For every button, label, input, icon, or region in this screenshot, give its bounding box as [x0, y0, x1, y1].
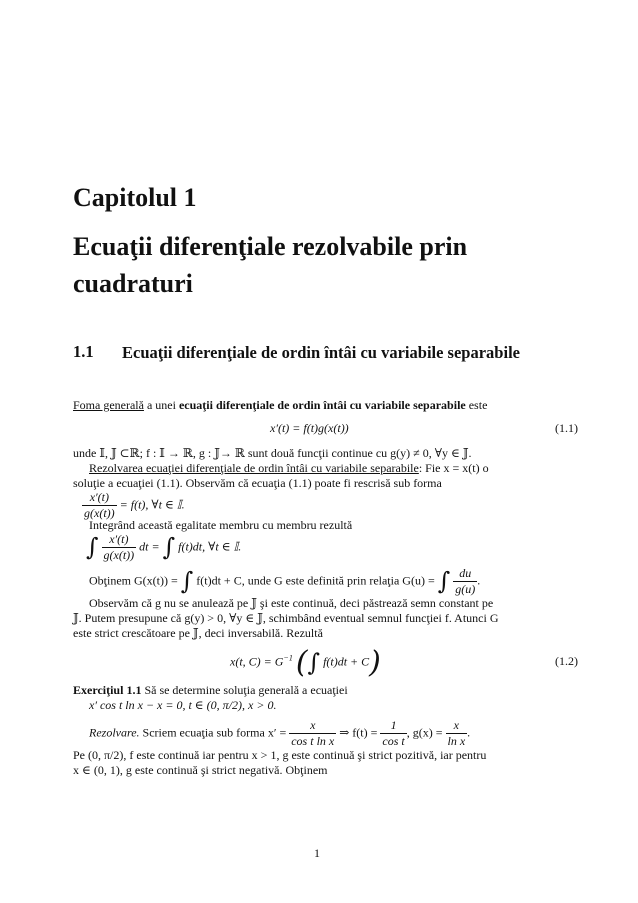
- section-number: 1.1: [73, 342, 94, 361]
- obtinem-denominator: g(u): [455, 582, 476, 596]
- line-solutie: soluţie a ecuaţiei (1.1). Observăm că ecuaţia (1.1) poate fi rescrisă sub forma: [73, 476, 442, 490]
- definition-lead: Foma generală: [73, 398, 144, 412]
- integral-sign: ∫: [437, 567, 451, 595]
- fraction-denominator: g(x(t)): [84, 506, 115, 520]
- exercise-text: Să se determine soluţia generală a ecuaţiei: [141, 683, 348, 697]
- definition-tail: este: [465, 398, 488, 412]
- integral-fraction: [102, 532, 137, 563]
- integral-sign: ∫: [162, 533, 176, 561]
- definition-term: ecuaţii diferenţiale de ordin întâi cu variabile separabile: [178, 398, 466, 412]
- integral-mid: dt =: [139, 539, 160, 554]
- obtinem-mid: f(t)dt + C, unde G este definită prin relaţia G(u) =: [196, 573, 435, 588]
- right-paren: ): [369, 645, 381, 680]
- line-unde: unde 𝕀, 𝕁 ⊂ℝ; f : 𝕀 → ℝ, g : 𝕁→ ℝ sunt două funcţii continue cu g(y) ≠ 0, ∀y ∈ 𝕁.: [73, 446, 472, 460]
- rezolvare-exercise-line: Rezolvare. Scriem ecuaţia sub forma x′ = $\frac{x}{\text{cos t ln x}}$ ⇒ f(t) = $\frac{1}{\text{cos t}}$ , g(x) = $\frac{x}{\text{ln x}}$ .: [89, 718, 471, 748]
- rezolvare-tail: : Fie x = x(t) o: [418, 461, 489, 475]
- paragraph-line: 𝕁. Putem presupune că g(y) > 0, ∀y ∈ 𝕁, schimbând eventual semnul funcţiei f. Atunci G: [73, 611, 499, 625]
- integral-sign: ∫: [180, 567, 194, 595]
- rez-fraction-2: $\frac{1}{\text{cos t}}$: [382, 718, 405, 748]
- rezolvare-pre: Scriem ecuaţia sub forma x′ =: [139, 725, 287, 740]
- eq2-lhs: x(t, C) = G: [230, 654, 284, 669]
- eq2-superscript: −1: [283, 653, 293, 663]
- fraction-equation: [82, 490, 185, 521]
- rez-mid-2: , g(x) =: [406, 725, 443, 740]
- integral-sign: ∫: [86, 533, 99, 561]
- rezolvare-line: [89, 461, 489, 476]
- eq2-inner: f(t)dt + C: [323, 654, 370, 669]
- obtinem-pre: Obţinem G(x(t)) =: [89, 573, 178, 588]
- final-line: x ∈ (0, 1), g este continuă şi strict negativă. Obţinem: [73, 763, 328, 777]
- rezolvare-label: Rezolvare.: [89, 725, 140, 740]
- equation-number-1-1: (1.1): [555, 421, 578, 435]
- page-title: Ecuaţii diferenţiale rezolvabile prin cuadraturi: [73, 232, 468, 298]
- rez-fraction-1: $\frac{x}{\text{cos t ln x}}$: [291, 718, 335, 748]
- obtinem-fraction: [453, 566, 477, 597]
- fraction-rhs: = f(t), ∀t ∈ 𝕀.: [119, 497, 185, 512]
- paragraph-definition: [73, 398, 487, 413]
- equation-1-2: [230, 645, 381, 680]
- rez-fraction-3: $\frac{x}{\text{ln x}}$: [447, 718, 466, 748]
- rezolvare-heading: Rezolvarea ecuaţiei diferenţiale de ordin întâi cu variabile separabile: [89, 461, 419, 475]
- integral-sign: ∫: [307, 648, 321, 677]
- obtinem-line: Obţinem G(x(t)) = ∫ f(t)dt + C, unde G este definită prin relaţia G(u) = ∫ $\frac{du}{g(u)}$ .: [89, 566, 481, 596]
- page-number: 1: [314, 846, 320, 860]
- equation-number-1-2: (1.2): [555, 654, 578, 668]
- final-line: Pe (0, π/2), f este continuă iar pentru x > 1, g este continuă şi strict pozitivă, iar pentru: [73, 748, 487, 762]
- integral-rhs: f(t)dt, ∀t ∈ 𝕀.: [178, 539, 242, 554]
- fraction: [82, 490, 117, 521]
- definition-mid: a unei: [143, 398, 179, 412]
- chapter-heading: Capitolul 1: [73, 183, 197, 212]
- exercise-equation: x′ cos t ln x − x = 0, t ∈ (0, π/2), x > 0.: [89, 698, 277, 712]
- paragraph-line: Observăm că g nu se anulează pe 𝕁 şi este continuă, deci păstrează semn constant pe: [89, 596, 494, 610]
- integral-equation: [86, 532, 241, 563]
- left-paren: (: [295, 645, 308, 680]
- exercise-label: Exerciţiul 1.1: [73, 683, 142, 697]
- paragraph-line: este strict crescătoare pe 𝕁, deci inversabilă. Rezultă: [73, 626, 323, 640]
- integral-denominator: g(x(t)): [103, 548, 135, 562]
- fraction-numerator: x′(t): [82, 490, 117, 506]
- equation-1-1: x′(t) = f(t)g(x(t)): [270, 421, 349, 435]
- integral-numerator: x′(t): [102, 532, 137, 548]
- section-title: Ecuaţii diferenţiale de ordin întâi cu variabile separabile: [122, 343, 520, 362]
- exercise-line: [73, 683, 348, 698]
- line-integrand: Integrând această egalitate membru cu membru rezultă: [89, 518, 353, 532]
- rez-mid: ⇒ f(t) =: [339, 725, 378, 740]
- obtinem-numerator: du: [453, 566, 477, 582]
